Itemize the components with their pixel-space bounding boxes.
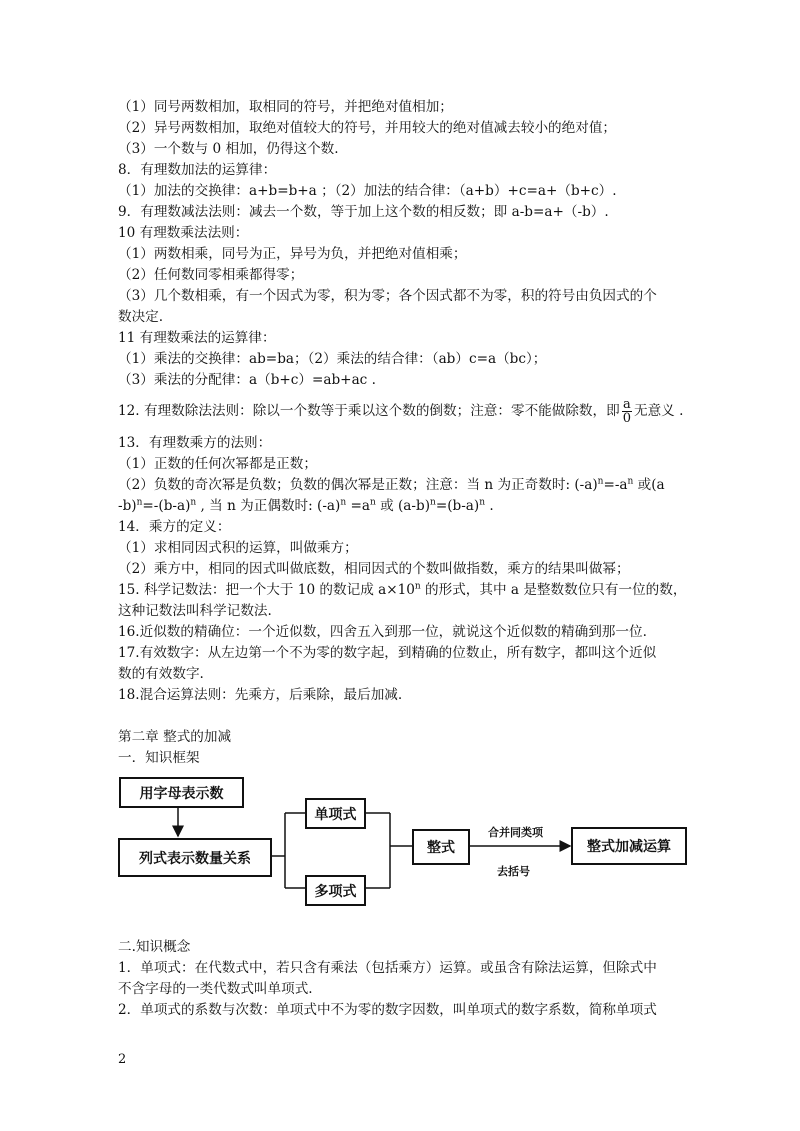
text-span: =a <box>346 498 370 514</box>
text-span: , 当 n 为正偶数时: (-a) <box>196 498 341 514</box>
text-span: （2）负数的奇次幂是负数；负数的偶次幂是正数；注意：当 n 为正奇数时: (-a) <box>118 477 598 493</box>
exponent: n <box>430 497 436 508</box>
text-span: 或 (a-b) <box>375 498 431 514</box>
text-span: =-(b-a) <box>142 498 191 514</box>
text-span: =-a <box>603 477 628 493</box>
text-line: （3）一个数与 0 相加，仍得这个数. <box>118 141 339 157</box>
page-number: 2 <box>118 1052 127 1067</box>
text-line: 11 有理数乘法的运算律： <box>118 330 276 346</box>
text-line: 不含字母的一类代数式叫单项式. <box>118 981 313 997</box>
text-span: =(b-a) <box>435 498 480 514</box>
fraction-numerator: a <box>622 397 631 412</box>
text-line: 10 有理数乘法法则： <box>118 225 249 241</box>
text-line: 13．有理数乘方的法则： <box>118 435 272 451</box>
exponent: n <box>190 497 197 508</box>
exponent: n <box>369 497 376 508</box>
text-line: （2）任何数同零相乘都得零； <box>118 267 304 283</box>
text-line: 1．单项式：在代数式中，若只含有乘法（包括乘方）运算。或虽含有除法运算，但除式中 <box>118 960 657 976</box>
text-line: 17.有效数字：从左边第一个不为零的数字起，到精确的位数止，所有数字，都叫这个近似 <box>118 645 657 661</box>
edge-label-remove-brackets: 去括号 <box>497 865 530 878</box>
chapter-title: 第二章 整式的加减 <box>118 729 232 745</box>
text-span: . <box>485 498 494 514</box>
division-rule-suffix: 无意义 . <box>634 403 684 419</box>
exponent: n <box>479 497 486 508</box>
text-line: 14．乘方的定义： <box>118 519 231 535</box>
text-line: （3）几个数相乘，有一个因式为零，积为零；各个因式都不为零，积的符号由负因式的个 <box>118 288 657 304</box>
fraction-denominator: 0 <box>622 411 631 426</box>
exponent: n <box>340 497 347 508</box>
text-line: 数决定. <box>118 309 164 325</box>
exponent: n <box>136 497 143 508</box>
box-polynomial: 多项式 <box>305 875 366 906</box>
text-line: （1）两数相乘，同号为正，异号为负，并把绝对值相乘； <box>118 246 467 262</box>
text-line: 18.混合运算法则：先乘方，后乘除，最后加减. <box>118 687 403 703</box>
box-letters-represent-numbers: 用字母表示数 <box>119 777 244 808</box>
box-expression-relations: 列式表示数量关系 <box>118 838 272 877</box>
exponent: n <box>597 476 604 487</box>
box-integral-expression: 整式 <box>412 829 470 865</box>
text-span: 的形式，其中 a 是整数数位只有一位的数， <box>420 582 687 598</box>
text-line: （2）异号两数相加，取绝对值较大的符号，并用较大的绝对值减去较小的绝对值； <box>118 120 617 136</box>
text-span: -b) <box>118 498 137 514</box>
text-line: 9．有理数减法法则：减去一个数，等于加上这个数的相反数；即 a-b=a+（-b）. <box>118 204 609 220</box>
box-addition-subtraction: 整式加减运算 <box>571 827 687 865</box>
text-line: 16.近似数的精确位：一个近似数，四舍五入到那一位，就说这个近似数的精确到那一位. <box>118 624 647 640</box>
box-monomial: 单项式 <box>305 798 366 829</box>
section-heading: 一．知识框架 <box>118 750 200 766</box>
text-line: 数的有效数字. <box>118 666 204 682</box>
text-line: （3）乘法的分配律：a（b+c）=ab+ac . <box>118 372 376 388</box>
edge-label-combine-like-terms: 合并同类项 <box>488 826 543 839</box>
text-line: （1）乘法的交换律：ab=ba；（2）乘法的结合律：（ab）c=a（bc）； <box>118 351 547 367</box>
division-rule-text: 12. 有理数除法法则：除以一个数等于乘以这个数的倒数；注意：零不能做除数，即 <box>118 403 620 419</box>
text-line: （1）正数的任何次幂都是正数； <box>118 456 317 472</box>
text-line: （2）乘方中，相同的因式叫做底数，相同因式的个数叫做指数，乘方的结果叫做幂； <box>118 561 630 577</box>
text-line: （1）同号两数相加，取相同的符号，并把绝对值相加； <box>118 99 453 115</box>
section-heading: 二.知识概念 <box>118 939 191 955</box>
text-span: 或(a <box>633 477 665 493</box>
exponent: n <box>414 581 421 592</box>
text-line: （1）加法的交换律：a+b=b+a ；（2）加法的结合律：（a+b）+c=a+（b+c）. <box>118 183 617 199</box>
exponent: n <box>627 476 634 487</box>
text-line: （1）求相同因式积的运算，叫做乘方； <box>118 540 358 556</box>
text-line: 8．有理数加法的运算律： <box>118 162 277 178</box>
text-line: 2．单项式的系数与次数：单项式中不为零的数字因数，叫单项式的数字系数，简称单项式 <box>118 1002 657 1018</box>
text-line: 这种记数法叫科学记数法. <box>118 603 272 619</box>
text-span: 15. 科学记数法：把一个大于 10 的数记成 a×10 <box>118 582 415 598</box>
